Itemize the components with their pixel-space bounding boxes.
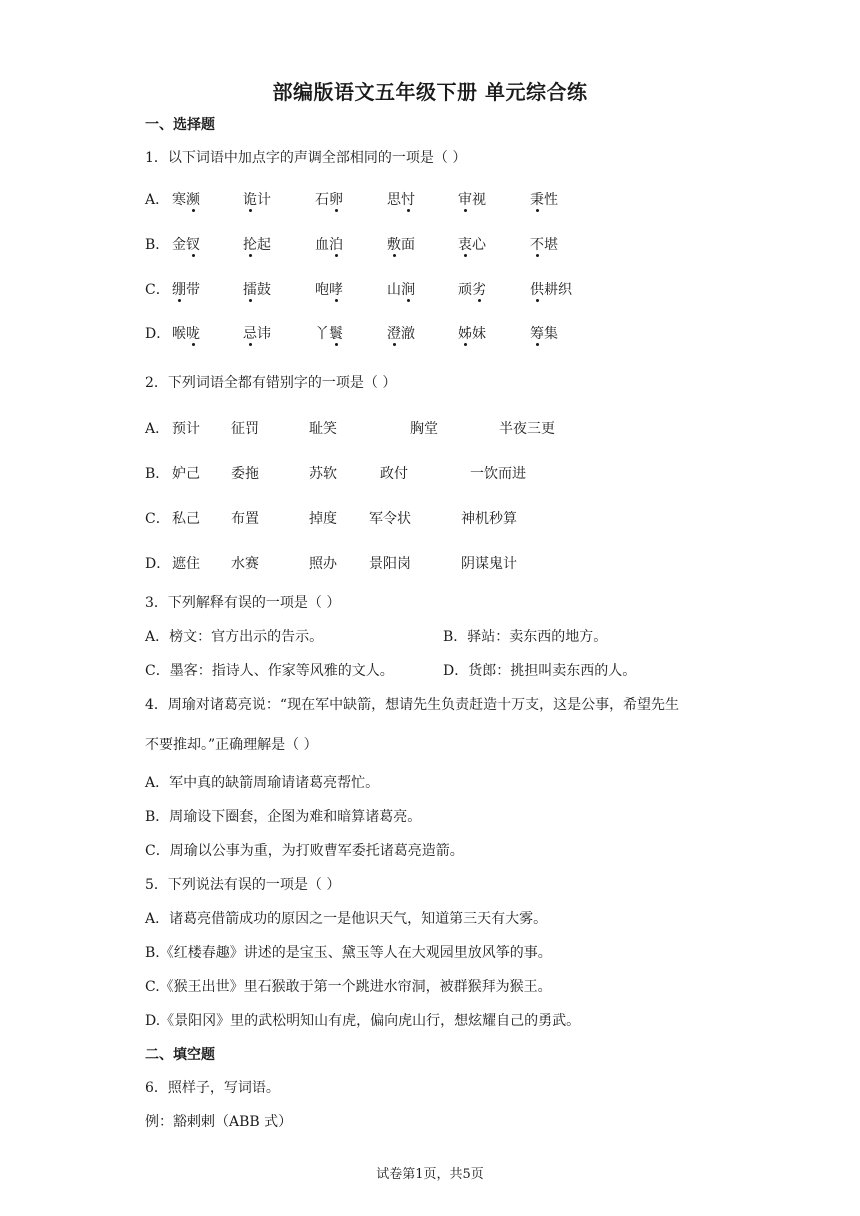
q1-option-word: 石卵: [315, 192, 343, 208]
question-4-stem-line-2: 不要推却。”正确理解是（ ）: [145, 737, 318, 753]
q2-option-word: 水赛: [231, 556, 259, 572]
emphasis-dot-icon: [464, 254, 467, 257]
q1-option-word: 衷心: [458, 237, 486, 253]
question-5-option-b: B.《红楼春趣》讲述的是宝玉、黛玉等人在大观园里放风筝的事。: [145, 945, 552, 961]
question-5-option-a: A．诸葛亮借箭成功的原因之一是他识天气，知道第三天有大雾。: [145, 911, 548, 927]
q2-option-word: 照办: [309, 556, 337, 572]
q1-option-label: A．: [145, 192, 170, 208]
emphasis-dot-icon: [335, 254, 338, 257]
q1-option-word: 审视: [458, 192, 486, 208]
q2-option-word: 军令状: [369, 511, 411, 527]
emphasis-dot-icon: [536, 254, 539, 257]
q1-option-word: 秉性: [530, 192, 558, 208]
emphasis-dot-icon: [192, 209, 195, 212]
question-2-stem: 2．下列词语全都有错别字的一项是（ ）: [145, 375, 397, 391]
question-4-option-a: A．军中真的缺箭周瑜请诸葛亮帮忙。: [145, 775, 380, 791]
q2-option-label: D．: [145, 556, 171, 572]
q1-option-word: 筹集: [530, 326, 558, 342]
q1-option-word: 顽劣: [458, 282, 486, 298]
question-3-stem: 3．下列解释有误的一项是（ ）: [145, 595, 341, 611]
q2-option-word: 征罚: [231, 421, 259, 437]
emphasis-dot-icon: [192, 343, 195, 346]
emphasis-dot-icon: [536, 343, 539, 346]
page-title: 部编版语文五年级下册 单元综合练: [272, 80, 588, 104]
q2-option-word: 私己: [172, 511, 200, 527]
emphasis-dot-icon: [478, 299, 481, 302]
emphasis-dot-icon: [178, 299, 181, 302]
question-1-stem: 1．以下词语中加点字的声调全部相同的一项是（ ）: [145, 150, 467, 166]
q2-option-word: 阴谋鬼计: [461, 556, 517, 572]
q1-option-word: 诡计: [243, 192, 271, 208]
emphasis-dot-icon: [393, 343, 396, 346]
q1-option-word: 咆哮: [315, 282, 343, 298]
emphasis-dot-icon: [335, 343, 338, 346]
q1-option-word: 寒濒: [172, 192, 200, 208]
q1-option-word: 抡起: [243, 237, 271, 253]
q1-option-word: 不堪: [530, 237, 558, 253]
emphasis-dot-icon: [393, 254, 396, 257]
emphasis-dot-icon: [249, 299, 252, 302]
emphasis-dot-icon: [536, 299, 539, 302]
emphasis-dot-icon: [464, 209, 467, 212]
emphasis-dot-icon: [536, 209, 539, 212]
emphasis-dot-icon: [407, 299, 410, 302]
q2-option-word: 苏软: [309, 466, 337, 482]
question-3-option-a: A．榜文：官方出示的告示。: [145, 629, 324, 645]
q1-option-word: 忌讳: [243, 326, 271, 342]
question-5-option-d: D.《景阳冈》里的武松明知山有虎，偏向虎山行，想炫耀自己的勇武。: [145, 1013, 581, 1029]
q2-option-label: C．: [145, 511, 170, 527]
q1-option-word: 思忖: [387, 192, 415, 208]
emphasis-dot-icon: [249, 254, 252, 257]
q1-option-word: 金钗: [172, 237, 200, 253]
q1-option-word: 丫鬟: [315, 326, 343, 342]
emphasis-dot-icon: [464, 343, 467, 346]
q2-option-word: 掉度: [309, 511, 337, 527]
q2-option-word: 景阳岗: [369, 556, 411, 572]
q2-option-word: 妒己: [172, 466, 200, 482]
q1-option-word: 山涧: [387, 282, 415, 298]
q2-option-word: 耻笑: [309, 421, 337, 437]
q1-option-word: 姊妹: [458, 326, 486, 342]
q2-option-word: 胸堂: [410, 421, 438, 437]
q1-option-word: 供耕织: [530, 282, 572, 298]
question-5-stem: 5．下列说法有误的一项是（ ）: [145, 877, 341, 893]
question-4-stem-line-1: 4．周瑜对诸葛亮说：“现在军中缺箭，想请先生负责赶造十万支，这是公事，希望先生: [145, 697, 680, 713]
q2-option-word: 布置: [231, 511, 259, 527]
q1-option-label: B．: [145, 237, 170, 253]
q1-option-label: C．: [145, 282, 170, 298]
page-footer: 试卷第1页，共5页: [376, 1167, 484, 1182]
section-heading-choice: 一、选择题: [145, 117, 215, 133]
q2-option-word: 委拖: [231, 466, 259, 482]
emphasis-dot-icon: [249, 343, 252, 346]
q2-option-word: 半夜三更: [499, 421, 555, 437]
question-3-option-c: C．墨客：指诗人、作家等风雅的文人。: [145, 663, 394, 679]
emphasis-dot-icon: [192, 254, 195, 257]
q2-option-word: 一饮而进: [470, 466, 526, 482]
question-6-stem: 6．照样子，写词语。: [145, 1080, 280, 1096]
q1-option-word: 喉咙: [172, 326, 200, 342]
emphasis-dot-icon: [335, 299, 338, 302]
question-3-option-b: B．驿站：卖东西的地方。: [443, 629, 608, 645]
q1-option-label: D．: [145, 326, 171, 342]
emphasis-dot-icon: [335, 209, 338, 212]
question-4-option-c: C．周瑜以公事为重，为打败曹军委托诸葛亮造箭。: [145, 843, 464, 859]
q2-option-word: 政付: [380, 466, 408, 482]
question-4-option-b: B．周瑜设下圈套，企图为难和暗算诸葛亮。: [145, 809, 422, 825]
emphasis-dot-icon: [249, 209, 252, 212]
q1-option-word: 擂鼓: [243, 282, 271, 298]
question-5-option-c: C.《猴王出世》里石猴敢于第一个跳进水帘洞，被群猴拜为猴王。: [145, 979, 552, 995]
emphasis-dot-icon: [407, 209, 410, 212]
q2-option-word: 遮住: [172, 556, 200, 572]
section-heading-fill: 二、填空题: [145, 1047, 215, 1063]
question-3-option-d: D．货郎：挑担叫卖东西的人。: [443, 663, 637, 679]
q1-option-word: 血泊: [315, 237, 343, 253]
q2-option-label: A．: [145, 421, 170, 437]
q1-option-word: 澄澈: [387, 326, 415, 342]
q2-option-word: 神机秒算: [461, 511, 517, 527]
q2-option-label: B．: [145, 466, 170, 482]
q2-option-word: 预计: [172, 421, 200, 437]
question-6-example: 例：豁剌剌（ABB 式）: [145, 1114, 293, 1130]
q1-option-word: 绷带: [172, 282, 200, 298]
q1-option-word: 敷面: [387, 237, 415, 253]
